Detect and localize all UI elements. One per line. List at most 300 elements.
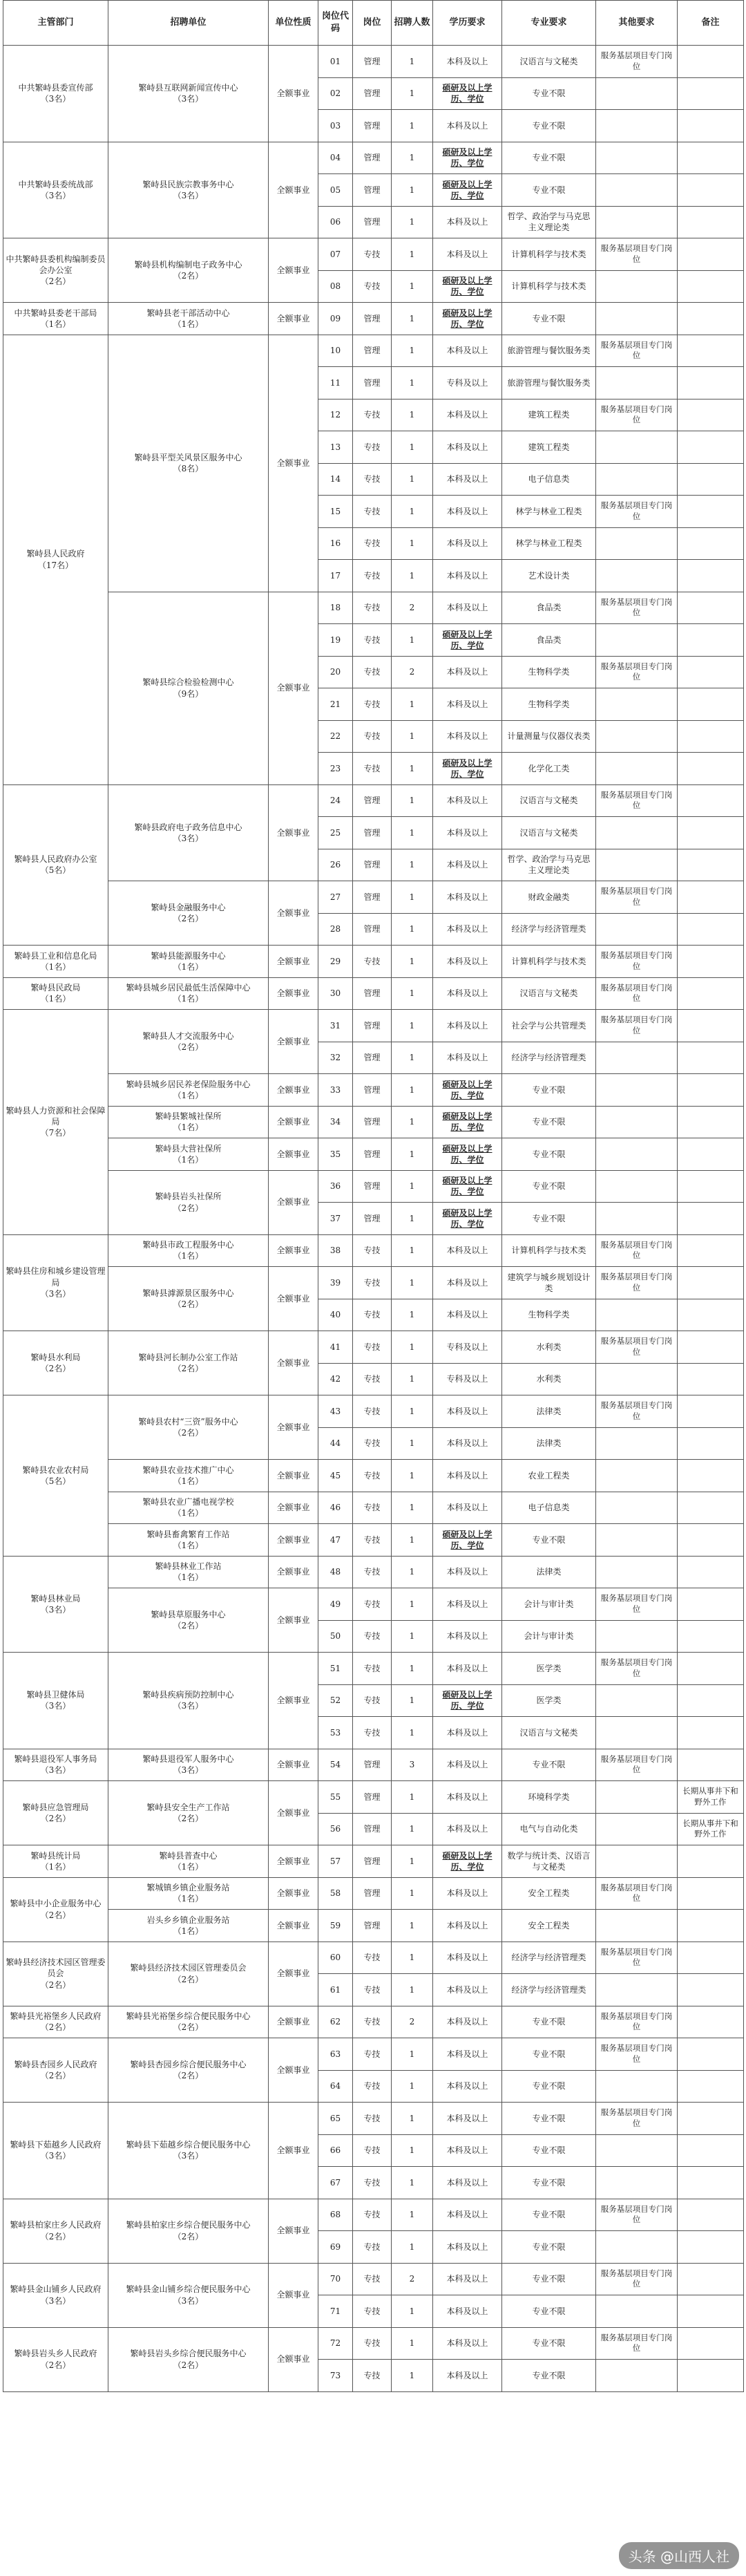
unit-cell: 繁峙县民族宗教事务中心 （3名）: [108, 142, 269, 238]
table-row: [3, 2199, 744, 2231]
count-cell: 1: [392, 1267, 433, 1299]
dept-cell: 繁峙县应急管理局 （2名）: [3, 1781, 108, 1845]
note-cell: [678, 1299, 744, 1331]
other-cell: [596, 1845, 678, 1878]
count-cell: 1: [392, 817, 433, 849]
count-cell: 1: [392, 1845, 433, 1878]
count-cell: 1: [392, 1170, 433, 1203]
count-cell: 1: [392, 2038, 433, 2071]
major-cell: 经济学与经济管理类: [502, 1042, 596, 1074]
note-cell: [678, 1234, 744, 1267]
code-cell: 24: [318, 784, 353, 817]
other-cell: [596, 1074, 678, 1107]
note-cell: [678, 913, 744, 946]
other-cell: [596, 1363, 678, 1395]
count-cell: 1: [392, 1653, 433, 1685]
edu-cell: 硕研及以上学历、学位: [433, 142, 502, 174]
other-cell: [596, 142, 678, 174]
code-cell: 03: [318, 110, 353, 142]
note-cell: [678, 2134, 744, 2167]
count-cell: 1: [392, 238, 433, 271]
other-cell: 服务基层项目专门岗位: [596, 1010, 678, 1042]
major-cell: 数学与统计类、汉语言与文秘类: [502, 1845, 596, 1878]
other-cell: [596, 1717, 678, 1749]
dept-cell: 繁峙县柏家庄乡人民政府 （2名）: [3, 2199, 108, 2263]
major-cell: 专业不限: [502, 1170, 596, 1203]
edu-cell: 本科及以上: [433, 817, 502, 849]
table-row: [3, 1749, 744, 1781]
edu-cell: 本科及以上: [433, 2070, 502, 2103]
other-cell: [596, 2070, 678, 2103]
unit-cell: 繁峙县市政工程服务中心 （1名）: [108, 1234, 269, 1267]
edu-cell: 本科及以上: [433, 881, 502, 914]
other-cell: 服务基层项目专门岗位: [596, 1234, 678, 1267]
unit-cell: 繁峙县大营社保所 （1名）: [108, 1138, 269, 1171]
major-cell: 电气与自动化类: [502, 1813, 596, 1845]
table-row: [3, 1106, 744, 1138]
nature-cell: 全额事业: [269, 1749, 318, 1781]
other-cell: [596, 817, 678, 849]
note-cell: [678, 1588, 744, 1621]
code-cell: 15: [318, 496, 353, 528]
other-cell: [596, 2167, 678, 2199]
edu-cell: 硕研及以上学历、学位: [433, 1170, 502, 1203]
dept-cell: 繁峙县卫健体局 （3名）: [3, 1653, 108, 1749]
table-row: [3, 238, 744, 271]
edu-cell: 硕研及以上学历、学位: [433, 1524, 502, 1557]
major-cell: 计量测量与仪器仪表类: [502, 720, 596, 753]
major-cell: 汉语言与文秘类: [502, 1717, 596, 1749]
code-cell: 26: [318, 849, 353, 881]
code-cell: 34: [318, 1106, 353, 1138]
table-row: [3, 1877, 744, 1910]
other-cell: 服务基层项目专门岗位: [596, 1877, 678, 1910]
count-cell: 1: [392, 2231, 433, 2264]
post-cell: 管理: [353, 303, 392, 335]
post-cell: 专技: [353, 1556, 392, 1588]
major-cell: 建筑学与城乡规划设计类: [502, 1267, 596, 1299]
recruitment-table: [3, 0, 744, 2392]
major-cell: 计算机科学与技术类: [502, 1234, 596, 1267]
code-cell: 49: [318, 1588, 353, 1621]
table-row: [3, 46, 744, 78]
post-cell: 专技: [353, 527, 392, 560]
post-cell: 专技: [353, 1363, 392, 1395]
note-cell: [678, 238, 744, 271]
note-cell: [678, 367, 744, 399]
code-cell: 28: [318, 913, 353, 946]
post-cell: 专技: [353, 270, 392, 303]
code-cell: 41: [318, 1331, 353, 1364]
count-cell: 1: [392, 2134, 433, 2167]
table-row: [3, 1395, 744, 1428]
nature-cell: 全额事业: [269, 2006, 318, 2038]
table-row: [3, 881, 744, 914]
count-cell: 1: [392, 2103, 433, 2135]
unit-cell: 繁峙县金融服务中心 （2名）: [108, 881, 269, 946]
edu-cell: 本科及以上: [433, 399, 502, 431]
major-cell: 哲学、政治学与马克思主义理论类: [502, 849, 596, 881]
edu-cell: 本科及以上: [433, 784, 502, 817]
count-cell: 1: [392, 1717, 433, 1749]
nature-cell: 全额事业: [269, 1653, 318, 1749]
edu-cell: 专科及以上: [433, 367, 502, 399]
col-note: 备注: [678, 1, 744, 46]
unit-cell: 繁峙县农业技术推广中心 （1名）: [108, 1460, 269, 1492]
code-cell: 56: [318, 1813, 353, 1845]
count-cell: 1: [392, 2070, 433, 2103]
count-cell: 1: [392, 1942, 433, 1974]
unit-cell: 繁城镇乡镇企业服务站 （1名）: [108, 1877, 269, 1910]
edu-cell: 本科及以上: [433, 2231, 502, 2264]
note-cell: [678, 1717, 744, 1749]
watermark: 头条 @山西人社: [619, 2542, 739, 2569]
note-cell: [678, 399, 744, 431]
edu-cell: 硕研及以上学历、学位: [433, 77, 502, 110]
edu-cell: 本科及以上: [433, 1460, 502, 1492]
post-cell: 专技: [353, 2070, 392, 2103]
dept-cell: 繁峙县金山铺乡人民政府 （3名）: [3, 2263, 108, 2327]
post-cell: 专技: [353, 463, 392, 496]
table-row: [3, 1910, 744, 1942]
other-cell: 服务基层项目专门岗位: [596, 1395, 678, 1428]
other-cell: 服务基层项目专门岗位: [596, 2199, 678, 2231]
post-cell: 专技: [353, 2327, 392, 2360]
count-cell: 1: [392, 913, 433, 946]
code-cell: 40: [318, 1299, 353, 1331]
note-cell: [678, 1524, 744, 1557]
code-cell: 36: [318, 1170, 353, 1203]
note-cell: [678, 881, 744, 914]
other-cell: [596, 1299, 678, 1331]
other-cell: [596, 753, 678, 785]
unit-cell: 繁峙县畜禽繁育工作站 （1名）: [108, 1524, 269, 1557]
count-cell: 1: [392, 753, 433, 785]
code-cell: 09: [318, 303, 353, 335]
other-cell: [596, 303, 678, 335]
other-cell: [596, 77, 678, 110]
table-row: [3, 1492, 744, 1524]
note-cell: [678, 303, 744, 335]
other-cell: [596, 1974, 678, 2006]
dept-cell: 繁峙县中小企业服务中心 （2名）: [3, 1877, 108, 1942]
edu-cell: 本科及以上: [433, 2263, 502, 2295]
other-cell: [596, 1106, 678, 1138]
count-cell: 1: [392, 527, 433, 560]
edu-cell: 本科及以上: [433, 1010, 502, 1042]
col-major: 专业要求: [502, 1, 596, 46]
count-cell: 1: [392, 720, 433, 753]
unit-cell: 繁峙县平型关风景区服务中心 （8名）: [108, 335, 269, 592]
major-cell: 专业不限: [502, 1524, 596, 1557]
dept-cell: 繁峙县人民政府 （17名）: [3, 335, 108, 784]
dept-cell: 繁峙县岩头乡人民政府 （2名）: [3, 2327, 108, 2391]
nature-cell: 全额事业: [269, 1074, 318, 1107]
edu-cell: 本科及以上: [433, 1717, 502, 1749]
unit-cell: 岩头乡乡镇企业服务站 （1名）: [108, 1910, 269, 1942]
note-cell: [678, 1974, 744, 2006]
major-cell: 生物科学类: [502, 688, 596, 721]
post-cell: 专技: [353, 2263, 392, 2295]
nature-cell: 全额事业: [269, 335, 318, 592]
unit-cell: 繁峙县老干部活动中心 （1名）: [108, 303, 269, 335]
code-cell: 30: [318, 977, 353, 1010]
edu-cell: 硕研及以上学历、学位: [433, 303, 502, 335]
code-cell: 63: [318, 2038, 353, 2071]
major-cell: 专业不限: [502, 77, 596, 110]
other-cell: [596, 1620, 678, 1653]
major-cell: 食品类: [502, 592, 596, 624]
note-cell: [678, 2038, 744, 2071]
note-cell: [678, 46, 744, 78]
nature-cell: 全额事业: [269, 2327, 318, 2391]
other-cell: [596, 913, 678, 946]
post-cell: 专技: [353, 238, 392, 271]
col-unit: 招聘单位: [108, 1, 269, 46]
nature-cell: 全额事业: [269, 2263, 318, 2327]
edu-cell: 本科及以上: [433, 1749, 502, 1781]
unit-cell: 繁峙县互联网新闻宣传中心 （3名）: [108, 46, 269, 142]
note-cell: [678, 174, 744, 207]
code-cell: 04: [318, 142, 353, 174]
other-cell: [596, 2360, 678, 2392]
edu-cell: 本科及以上: [433, 1910, 502, 1942]
code-cell: 71: [318, 2295, 353, 2328]
code-cell: 53: [318, 1717, 353, 1749]
dept-cell: 繁峙县统计局 （1名）: [3, 1845, 108, 1878]
major-cell: 专业不限: [502, 1138, 596, 1171]
table-row: [3, 592, 744, 624]
note-cell: [678, 335, 744, 367]
major-cell: 专业不限: [502, 2103, 596, 2135]
edu-cell: 本科及以上: [433, 1395, 502, 1428]
count-cell: 1: [392, 367, 433, 399]
unit-cell: 繁峙县综合检验检测中心 （9名）: [108, 592, 269, 784]
code-cell: 20: [318, 656, 353, 688]
major-cell: 计算机科学与技术类: [502, 270, 596, 303]
other-cell: 服务基层项目专门岗位: [596, 1653, 678, 1685]
post-cell: 管理: [353, 1042, 392, 1074]
major-cell: 会计与审计类: [502, 1620, 596, 1653]
count-cell: 1: [392, 1074, 433, 1107]
count-cell: 1: [392, 1781, 433, 1814]
nature-cell: 全额事业: [269, 1942, 318, 2006]
col-other: 其他要求: [596, 1, 678, 46]
unit-cell: 繁峙县杏园乡综合便民服务中心 （2名）: [108, 2038, 269, 2103]
nature-cell: 全额事业: [269, 1588, 318, 1653]
major-cell: 化学化工类: [502, 753, 596, 785]
note-cell: [678, 753, 744, 785]
post-cell: 管理: [353, 784, 392, 817]
table-row: [3, 1460, 744, 1492]
col-code: 岗位代码: [318, 1, 353, 46]
major-cell: 法律类: [502, 1556, 596, 1588]
other-cell: [596, 1684, 678, 1717]
count-cell: 1: [392, 977, 433, 1010]
table-row: [3, 1331, 744, 1364]
code-cell: 58: [318, 1877, 353, 1910]
other-cell: [596, 560, 678, 592]
note-cell: [678, 527, 744, 560]
unit-cell: 繁峙县滹源景区服务中心 （2名）: [108, 1267, 269, 1331]
table-row: [3, 1556, 744, 1588]
major-cell: 环境科学类: [502, 1781, 596, 1814]
edu-cell: 本科及以上: [433, 527, 502, 560]
edu-cell: 本科及以上: [433, 977, 502, 1010]
note-cell: 长期从事井下和野外工作: [678, 1813, 744, 1845]
post-cell: 专技: [353, 688, 392, 721]
other-cell: 服务基层项目专门岗位: [596, 656, 678, 688]
note-cell: [678, 142, 744, 174]
code-cell: 43: [318, 1395, 353, 1428]
unit-cell: 繁峙县安全生产工作站 （2名）: [108, 1781, 269, 1845]
post-cell: 管理: [353, 1813, 392, 1845]
note-cell: 长期从事井下和野外工作: [678, 1781, 744, 1814]
post-cell: 专技: [353, 1942, 392, 1974]
code-cell: 19: [318, 624, 353, 657]
post-cell: 管理: [353, 77, 392, 110]
post-cell: 管理: [353, 335, 392, 367]
note-cell: [678, 1106, 744, 1138]
other-cell: [596, 463, 678, 496]
post-cell: 管理: [353, 142, 392, 174]
other-cell: 服务基层项目专门岗位: [596, 881, 678, 914]
count-cell: 1: [392, 849, 433, 881]
code-cell: 42: [318, 1363, 353, 1395]
nature-cell: 全额事业: [269, 1395, 318, 1460]
nature-cell: 全额事业: [269, 592, 318, 784]
count-cell: 2: [392, 2006, 433, 2038]
edu-cell: 本科及以上: [433, 1427, 502, 1460]
count-cell: 1: [392, 1588, 433, 1621]
edu-cell: 本科及以上: [433, 110, 502, 142]
other-cell: [596, 1781, 678, 1814]
other-cell: [596, 2231, 678, 2264]
major-cell: 水利类: [502, 1331, 596, 1364]
other-cell: 服务基层项目专门岗位: [596, 1749, 678, 1781]
table-row: [3, 303, 744, 335]
major-cell: 建筑工程类: [502, 431, 596, 464]
post-cell: 专技: [353, 2295, 392, 2328]
post-cell: 专技: [353, 1620, 392, 1653]
count-cell: 1: [392, 1299, 433, 1331]
post-cell: 管理: [353, 174, 392, 207]
major-cell: 经济学与经济管理类: [502, 1974, 596, 2006]
code-cell: 46: [318, 1492, 353, 1524]
count-cell: 1: [392, 1203, 433, 1235]
post-cell: 管理: [353, 1203, 392, 1235]
code-cell: 52: [318, 1684, 353, 1717]
code-cell: 55: [318, 1781, 353, 1814]
dept-cell: 繁峙县杏园乡人民政府 （2名）: [3, 2038, 108, 2103]
edu-cell: 本科及以上: [433, 720, 502, 753]
other-cell: 服务基层项目专门岗位: [596, 2103, 678, 2135]
edu-cell: 本科及以上: [433, 946, 502, 978]
other-cell: [596, 270, 678, 303]
note-cell: [678, 2167, 744, 2199]
edu-cell: 本科及以上: [433, 2199, 502, 2231]
edu-cell: 硕研及以上学历、学位: [433, 1203, 502, 1235]
note-cell: [678, 1267, 744, 1299]
table-row: [3, 142, 744, 174]
nature-cell: 全额事业: [269, 1845, 318, 1878]
post-cell: 专技: [353, 1684, 392, 1717]
major-cell: 农业工程类: [502, 1460, 596, 1492]
table-row: [3, 1845, 744, 1878]
major-cell: 旅游管理与餐饮服务类: [502, 335, 596, 367]
edu-cell: 本科及以上: [433, 1942, 502, 1974]
post-cell: 专技: [353, 1395, 392, 1428]
post-cell: 管理: [353, 1749, 392, 1781]
code-cell: 39: [318, 1267, 353, 1299]
post-cell: 专技: [353, 2103, 392, 2135]
major-cell: 专业不限: [502, 110, 596, 142]
code-cell: 29: [318, 946, 353, 978]
count-cell: 1: [392, 77, 433, 110]
edu-cell: 硕研及以上学历、学位: [433, 753, 502, 785]
unit-cell: 繁峙县光裕堡乡综合便民服务中心 （2名）: [108, 2006, 269, 2038]
table-row: [3, 1010, 744, 1042]
code-cell: 01: [318, 46, 353, 78]
dept-cell: 繁峙县民政局 （1名）: [3, 977, 108, 1010]
other-cell: 服务基层项目专门岗位: [596, 335, 678, 367]
major-cell: 专业不限: [502, 303, 596, 335]
edu-cell: 本科及以上: [433, 2103, 502, 2135]
edu-cell: 专科及以上: [433, 1331, 502, 1364]
code-cell: 68: [318, 2199, 353, 2231]
code-cell: 47: [318, 1524, 353, 1557]
nature-cell: 全额事业: [269, 1331, 318, 1395]
major-cell: 生物科学类: [502, 1299, 596, 1331]
other-cell: 服务基层项目专门岗位: [596, 496, 678, 528]
nature-cell: 全额事业: [269, 1877, 318, 1910]
edu-cell: 硕研及以上学历、学位: [433, 270, 502, 303]
nature-cell: 全额事业: [269, 1492, 318, 1524]
note-cell: [678, 1749, 744, 1781]
major-cell: 专业不限: [502, 2167, 596, 2199]
nature-cell: 全额事业: [269, 2103, 318, 2199]
note-cell: [678, 496, 744, 528]
post-cell: 管理: [353, 1106, 392, 1138]
count-cell: 1: [392, 1556, 433, 1588]
code-cell: 62: [318, 2006, 353, 2038]
table-row: [3, 1170, 744, 1203]
edu-cell: 本科及以上: [433, 1588, 502, 1621]
code-cell: 65: [318, 2103, 353, 2135]
note-cell: [678, 1556, 744, 1588]
note-cell: [678, 1684, 744, 1717]
col-count: 招聘人数: [392, 1, 433, 46]
note-cell: [678, 560, 744, 592]
post-cell: 管理: [353, 881, 392, 914]
edu-cell: 本科及以上: [433, 1556, 502, 1588]
edu-cell: 硕研及以上学历、学位: [433, 1074, 502, 1107]
count-cell: 1: [392, 431, 433, 464]
note-cell: [678, 817, 744, 849]
table-row: [3, 2006, 744, 2038]
post-cell: 专技: [353, 1331, 392, 1364]
note-cell: [678, 77, 744, 110]
note-cell: [678, 1620, 744, 1653]
dept-cell: 繁峙县工业和信息化局 （1名）: [3, 946, 108, 978]
edu-cell: 本科及以上: [433, 431, 502, 464]
major-cell: 专业不限: [502, 2006, 596, 2038]
code-cell: 31: [318, 1010, 353, 1042]
count-cell: 1: [392, 624, 433, 657]
code-cell: 38: [318, 1234, 353, 1267]
code-cell: 45: [318, 1460, 353, 1492]
unit-cell: 繁峙县柏家庄乡综合便民服务中心 （2名）: [108, 2199, 269, 2263]
